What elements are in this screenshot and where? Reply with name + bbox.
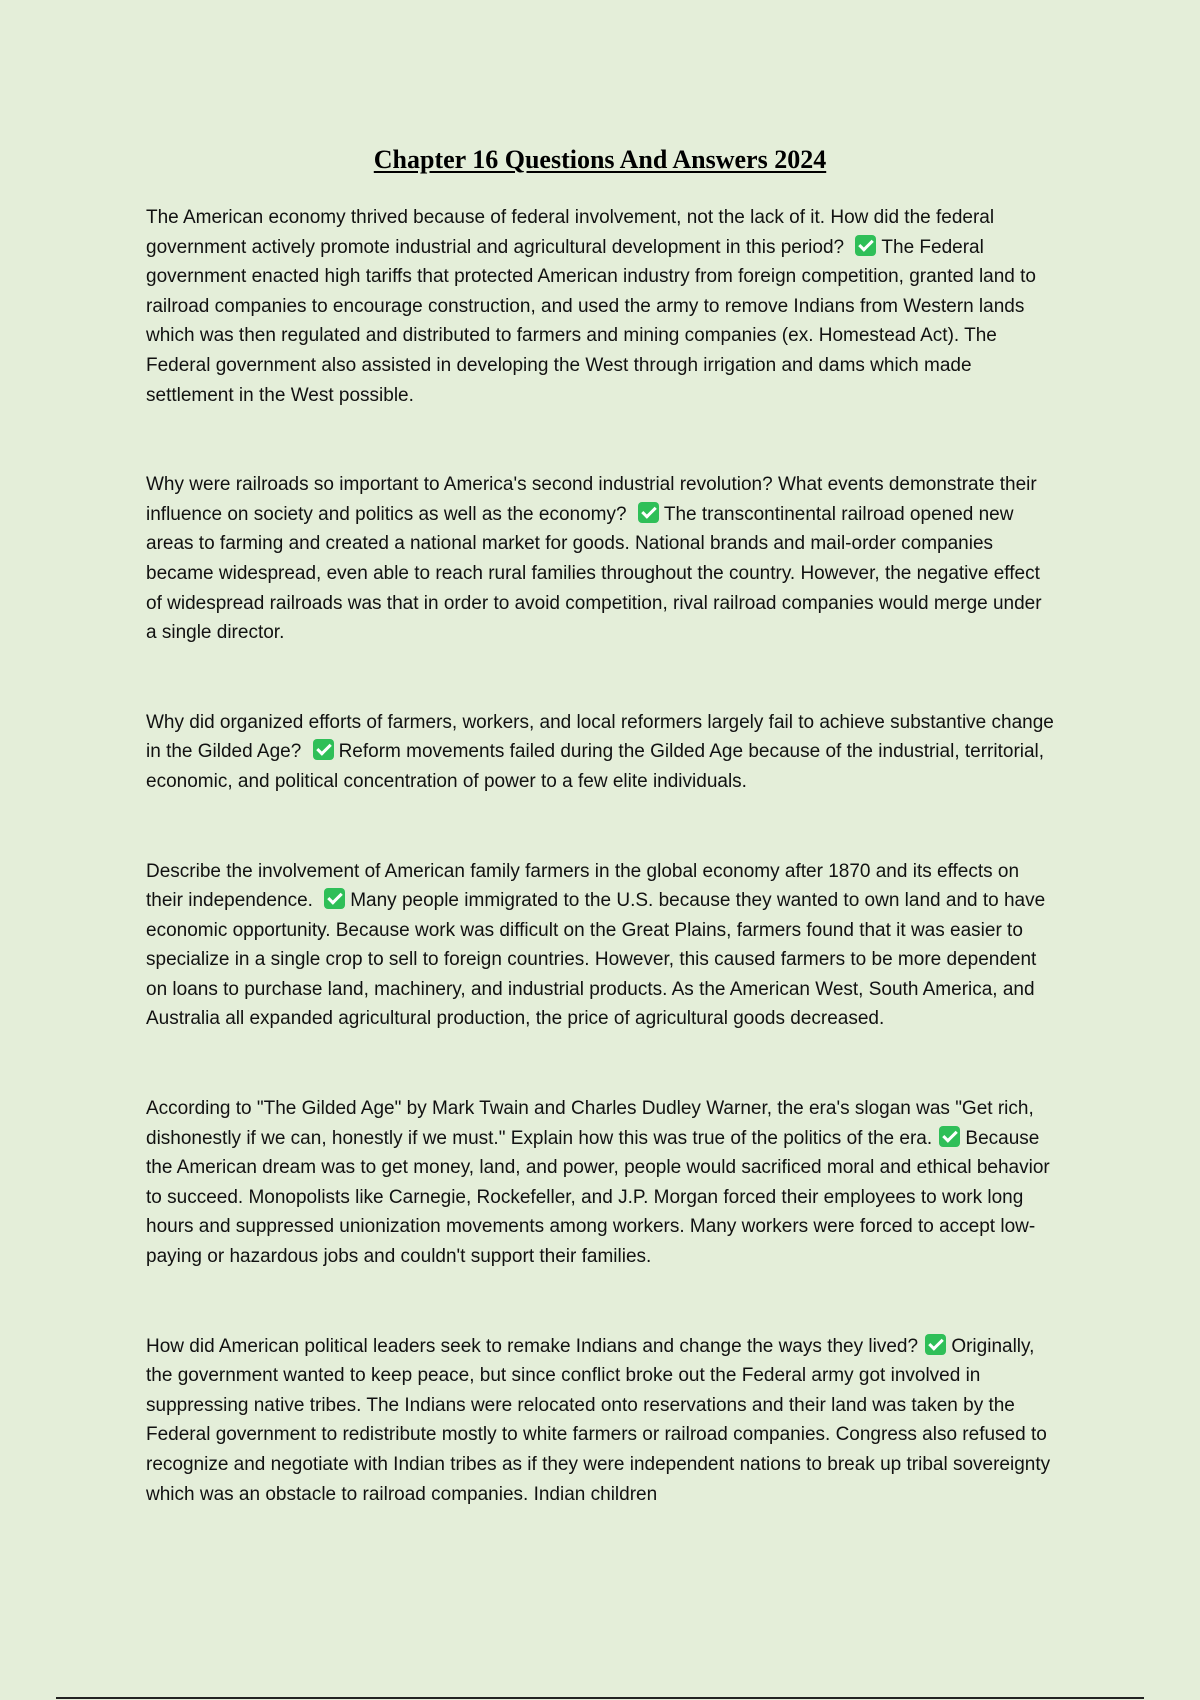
page-title	[0, 142, 1200, 178]
page-bottom-rule	[56, 1697, 1144, 1699]
page-title-text: Chapter 16 Questions And Answers 2024	[373, 145, 827, 174]
qa-list	[146, 203, 1056, 1509]
question-text: Why did organized efforts of farmers, workers, and local reformers largely fail to achieve substantive change in the Gilded Age?	[146, 711, 1054, 763]
check-mark-icon	[638, 502, 659, 523]
answer-text: Because the American dream was to get money, land, and power, people would sacrificed moral and ethical behavior to succeed. Monopolists like Carnegie, Rockefeller, and J.P. Morgan forced their employees to work long hours and suppressed unionization movements among workers. Many workers were forced to accept low-paying or hazardous jobs and couldn't support their families.	[146, 1127, 1050, 1268]
qa-item	[146, 857, 1056, 1035]
answer-text: The Federal government enacted high tariffs that protected American industry from foreign competition, granted land to railroad companies to encourage construction, and used the army to remove Indians from Western lands which was then regulated and distributed to farmers and mining companies (ex. Homestead Act). The Federal government also assisted in developing the West through irrigation and dams which made settlement in the West possible.	[146, 236, 1036, 406]
check-mark-icon	[939, 1126, 960, 1147]
question-text: Why were railroads so important to America's second industrial revolution? What events demonstrate their influence on society and politics as well as the economy?	[146, 474, 1037, 525]
qa-item	[146, 1332, 1056, 1510]
check-mark-icon	[324, 888, 345, 909]
check-mark-icon	[313, 739, 334, 760]
answer-text: Reform movements failed during the Gilded Age because of the industrial, territorial, economic, and political concentration of power to a few elite individuals.	[146, 741, 1045, 792]
qa-item	[146, 1094, 1056, 1272]
qa-item	[146, 470, 1056, 648]
answer-text: The transcontinental railroad opened new areas to farming and created a national market for goods. National brands and mail-order companies became widespread, even able to reach rural families throughout the country. However, the negative effect of widespread railroads was that in order to avoid competition, rival railroad companies would merge under a single director.	[146, 503, 1042, 644]
answer-text: Many people immigrated to the U.S. because they wanted to own land and to have economic opportunity. Because work was difficult on the Great Plains, farmers found that it was easier to specialize in a single crop to sell to foreign countries. However, this caused farmers to be more dependent on loans to purchase land, machinery, and industrial products. As the American West, South America, and Australia all expanded agricultural production, the price of agricultural goods decreased.	[146, 890, 1046, 1030]
question-text: Describe the involvement of American family farmers in the global economy after 1870 and its effects on their independence.	[146, 860, 1020, 912]
check-mark-icon	[855, 235, 876, 256]
question-text: The American economy thrived because of federal involvement, not the lack of it. How did the federal government actively promote industrial and agricultural development in this period?	[146, 207, 995, 258]
answer-text: Originally, the government wanted to keep peace, but since conflict broke out the Federal army got involved in suppressing native tribes. The Indians were relocated onto reservations and their land was taken by the Federal government to redistribute mostly to white farmers or railroad companies. Congress also refused to recognize and negotiate with Indian tribes as if they were independent nations to break up tribal sovereignty which was an obstacle to railroad companies. Indian children	[146, 1335, 1051, 1505]
qa-item	[146, 708, 1056, 797]
question-text: How did American political leaders seek to remake Indians and change the ways they lived?	[146, 1335, 919, 1357]
qa-item	[146, 203, 1056, 410]
question-text: According to "The Gilded Age" by Mark Twain and Charles Dudley Warner, the era's slogan was "Get rich, dishonestly if we can, honestly if we must." Explain how this was true of the politics of the era.	[146, 1098, 1034, 1149]
check-mark-icon	[925, 1334, 946, 1355]
